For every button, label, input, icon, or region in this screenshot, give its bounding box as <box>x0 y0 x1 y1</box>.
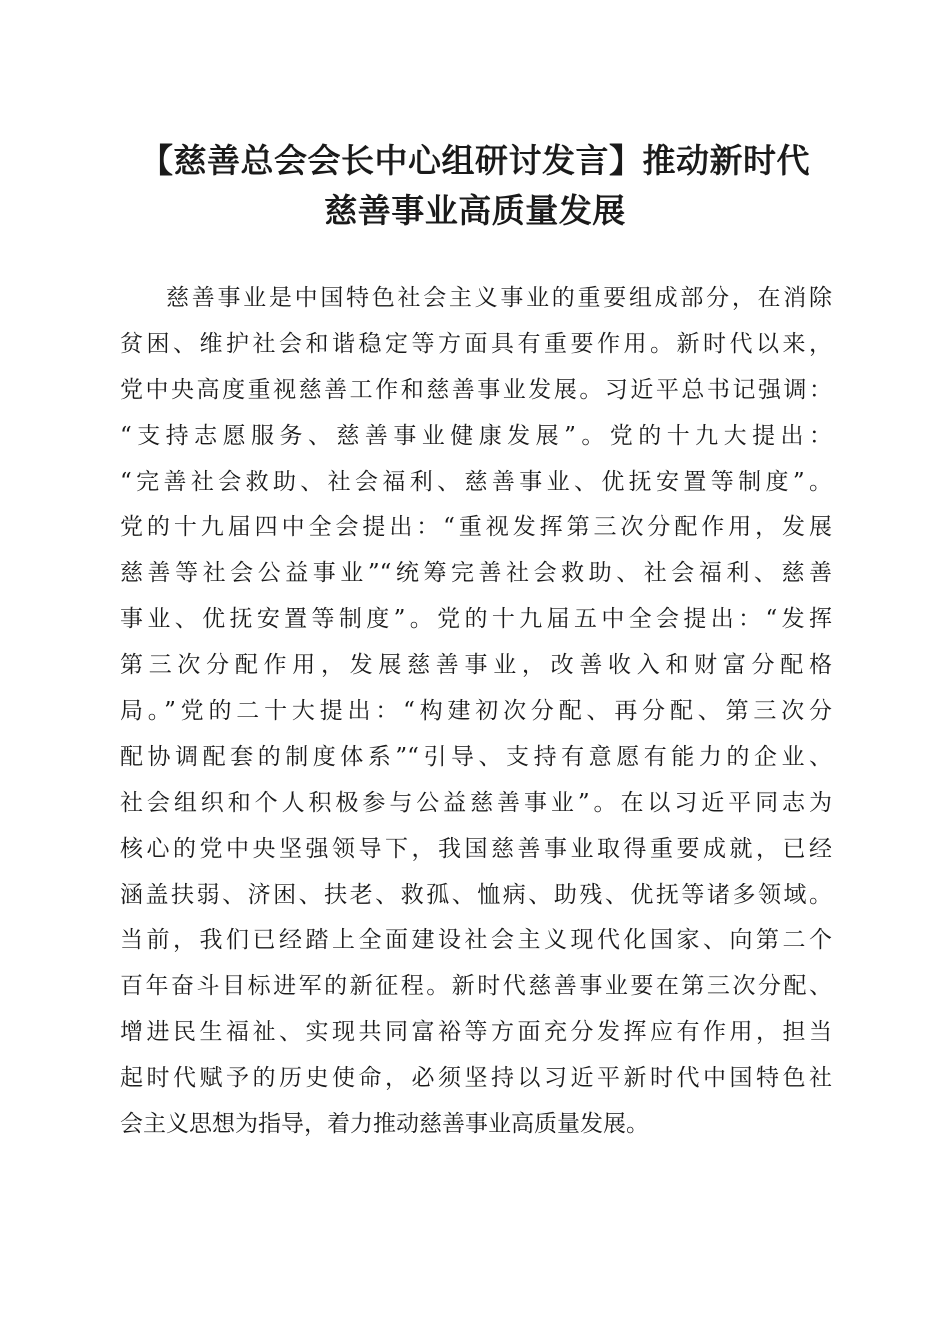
body-line: “支持志愿服务、慈善事业健康发展”。党的十九大提出： <box>120 422 832 449</box>
body-line: 核心的党中央坚强领导下，我国慈善事业取得重要成就，已经 <box>120 835 832 862</box>
body-line: 贫困、维护社会和谐稳定等方面具有重要作用。新时代以来， <box>120 330 832 357</box>
body-line: 涵盖扶弱、济困、扶老、救孤、恤病、助残、优抚等诸多领域。 <box>120 881 832 908</box>
body-line: 社会组织和个人积极参与公益慈善事业”。在以习近平同志为 <box>120 789 832 816</box>
body-line: 党的十九届四中全会提出：“重视发挥第三次分配作用，发展 <box>120 514 832 541</box>
title-line-2: 慈善事业高质量发展 <box>324 191 626 230</box>
body-line: 慈善事业是中国特色社会主义事业的重要组成部分，在消除 <box>166 285 832 311</box>
body-line: 配协调配套的制度体系”“引导、支持有意愿有能力的企业、 <box>120 743 832 770</box>
body-line: “完善社会救助、社会福利、慈善事业、优抚安置等制度”。 <box>120 468 832 495</box>
body-line: 会主义思想为指导，着力推动慈善事业高质量发展。 <box>120 1111 649 1138</box>
body-line: 百年奋斗目标进军的新征程。新时代慈善事业要在第三次分配、 <box>120 973 832 1000</box>
body-line: 慈善等社会公益事业”“统筹完善社会救助、社会福利、慈善 <box>120 560 832 587</box>
body-line: 党中央高度重视慈善工作和慈善事业发展。习近平总书记强调： <box>120 376 832 403</box>
document-title <box>100 136 850 236</box>
body-line: 增进民生福祉、实现共同富裕等方面充分发挥应有作用，担当 <box>120 1019 832 1046</box>
body-line: 事业、优抚安置等制度”。党的十九届五中全会提出：“发挥 <box>120 606 832 633</box>
body-line: 第三次分配作用，发展慈善事业，改善收入和财富分配格 <box>120 652 832 679</box>
document-body <box>120 276 832 1148</box>
body-line: 起时代赋予的历史使命，必须坚持以习近平新时代中国特色社 <box>120 1065 832 1092</box>
body-line: 局。”党的二十大提出：“构建初次分配、再分配、第三次分 <box>120 698 832 725</box>
body-line: 当前，我们已经踏上全面建设社会主义现代化国家、向第二个 <box>120 927 832 954</box>
title-line-1: 【慈善总会会长中心组研讨发言】推动新时代 <box>140 141 810 180</box>
